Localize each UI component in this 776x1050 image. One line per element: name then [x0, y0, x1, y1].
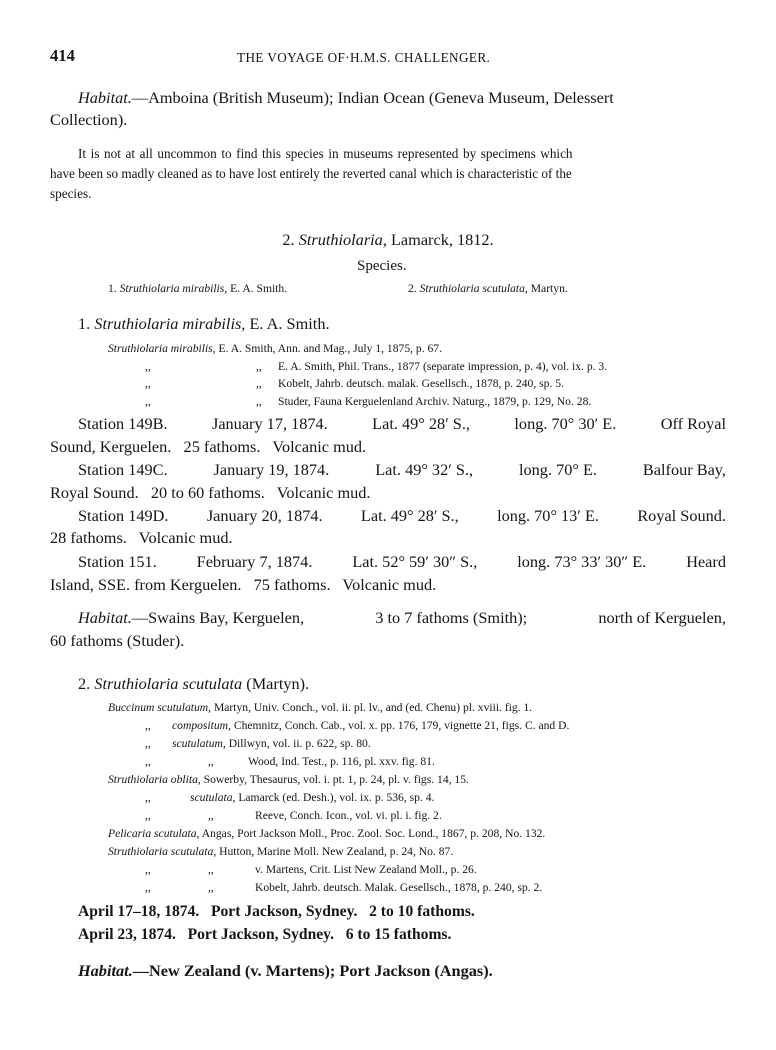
- station-lat: Lat. 49° 28′ S.,: [372, 414, 470, 433]
- station-line-cont: Royal Sound. 20 to 60 fathoms. Volcanic mud.: [50, 483, 371, 502]
- ditto-mark: ,,: [145, 791, 151, 804]
- species-list-author: E. A. Smith.: [230, 282, 288, 295]
- station-date: January 20, 1874.: [206, 506, 323, 525]
- ditto-mark: ,,: [145, 719, 151, 732]
- ditto-mark: ,,: [145, 377, 151, 390]
- station-locality: Heard: [686, 552, 726, 571]
- intro-note-line3: species.: [50, 186, 92, 201]
- synonymy-reference: Chemnitz, Conch. Cab., vol. x. pp. 176, 179, vignette 21, figs. C. and D.: [233, 719, 570, 732]
- species-list-item: [408, 282, 568, 295]
- species1-habitat-line2: 60 fathoms (Studer).: [50, 631, 185, 650]
- ditto-mark: ,,: [256, 395, 262, 408]
- habitat-text: —Amboina (British Museum); Indian Ocean (Geneva Museum, Delessert: [131, 88, 614, 107]
- synonymy-line: [108, 342, 442, 355]
- intro-note-line2: have been so madly cleaned as to have lost entirely the reverted canal which is characteristic of the: [50, 166, 572, 181]
- station-long: long. 73° 33′ 30″ E.: [517, 552, 647, 571]
- synonymy-name: Pelicaria scutulata,: [108, 827, 200, 840]
- species2-author: (Martyn).: [246, 674, 310, 693]
- intro-habitat-line1: [78, 88, 726, 108]
- synonymy-line: [145, 809, 442, 822]
- species-list-number: 1.: [108, 282, 117, 295]
- station-lat: Lat. 49° 28′ S.,: [360, 506, 459, 525]
- station-id: Station 149D.: [78, 506, 169, 525]
- synonymy-line: [145, 377, 564, 390]
- record-line: April 23, 1874. Port Jackson, Sydney. 6 to 15 fathoms.: [78, 926, 452, 943]
- species2-heading: [78, 674, 309, 694]
- synonymy-reference: Lamarck (ed. Desh.), vol. ix. p. 536, sp. 4.: [238, 791, 435, 804]
- synonymy-reference: Studer, Fauna Kerguelenland Archiv. Naturg., 1879, p. 129, No. 28.: [278, 395, 592, 408]
- synonymy-reference: v. Martens, Crit. List New Zealand Moll., p. 26.: [255, 863, 477, 876]
- ditto-mark: ,,: [256, 377, 262, 390]
- synonymy-reference: Wood, Ind. Test., p. 116, pl. xxv. fig. 81.: [248, 755, 435, 768]
- ditto-mark: ,,: [145, 809, 151, 822]
- station-lat: Lat. 49° 32′ S.,: [375, 460, 474, 479]
- station-line: [78, 414, 726, 434]
- synonymy-reference: E. A. Smith, Ann. and Mag., July 1, 1875, p. 67.: [218, 342, 443, 355]
- synonymy-reference: Kobelt, Jahrb. deutsch. Malak. Gesellsch., 1878, p. 240, sp. 2.: [255, 881, 543, 894]
- synonymy-reference: Kobelt, Jahrb. deutsch. malak. Gesellsch., 1878, p. 240, sp. 5.: [278, 377, 564, 390]
- habitat-text: 3 to 7 fathoms (Smith);: [375, 608, 528, 627]
- synonymy-name: Struthiolaria scutulata,: [108, 845, 217, 858]
- genus-heading: [0, 230, 776, 250]
- synonymy-line: [145, 719, 570, 732]
- intro-habitat-line2: Collection).: [50, 110, 128, 129]
- species2-number: 2.: [78, 674, 91, 693]
- synonymy-name: scutulatum,: [172, 737, 226, 750]
- habitat-text: —New Zealand (v. Martens); Port Jackson (Angas).: [132, 961, 493, 980]
- species-list-name: Struthiolaria scutulata,: [419, 282, 528, 295]
- intro-note-line1: It is not at all uncommon to find this species in museums represented by specimens which: [78, 146, 573, 161]
- habitat-label: Habitat.: [78, 608, 132, 627]
- ditto-mark: ,,: [145, 360, 151, 373]
- synonymy-reference: E. A. Smith, Phil. Trans., 1877 (separate impression, p. 4), vol. ix. p. 3.: [278, 360, 608, 373]
- species-list-author: Martyn.: [530, 282, 568, 295]
- station-line: [78, 506, 726, 526]
- synonymy-line: [145, 360, 608, 373]
- habitat-label: Habitat.: [78, 961, 133, 980]
- ditto-mark: ,,: [256, 360, 262, 373]
- genus-name: Struthiolaria,: [298, 230, 387, 249]
- synonymy-line: [108, 773, 469, 786]
- ditto-mark: ,,: [145, 755, 151, 768]
- synonymy-name: Buccinum scutulatum,: [108, 701, 212, 714]
- station-line: [78, 552, 726, 572]
- station-long: long. 70° 30′ E.: [514, 414, 617, 433]
- station-locality: Royal Sound.: [637, 506, 726, 525]
- synonymy-line: [108, 827, 545, 840]
- station-line-cont: Island, SSE. from Kerguelen. 75 fathoms. Volcanic mud.: [50, 575, 437, 594]
- synonymy-line: [145, 395, 592, 408]
- synonymy-line: [108, 845, 453, 858]
- species1-number: 1.: [78, 314, 91, 333]
- habitat-text: —Swains Bay, Kerguelen,: [131, 608, 305, 627]
- ditto-mark: ,,: [208, 809, 214, 822]
- synonymy-reference: Angas, Port Jackson Moll., Proc. Zool. Soc. Lond., 1867, p. 208, No. 132.: [201, 827, 546, 840]
- species2-name: Struthiolaria scutulata: [94, 674, 243, 693]
- station-locality: Balfour Bay,: [642, 460, 726, 479]
- synonymy-line: [145, 863, 477, 876]
- ditto-mark: ,,: [145, 395, 151, 408]
- station-id: Station 149C.: [78, 460, 168, 479]
- running-title: THE VOYAGE OF·H.M.S. CHALLENGER.: [237, 50, 491, 65]
- genus-number: 2.: [282, 230, 295, 249]
- synonymy-reference: Sowerby, Thesaurus, vol. i. pt. 1, p. 24, pl. v. figs. 14, 15.: [203, 773, 469, 786]
- species-heading: Species.: [357, 258, 407, 274]
- station-id: Station 149B.: [78, 414, 168, 433]
- station-long: long. 70° 13′ E.: [497, 506, 599, 525]
- synonymy-reference: Martyn, Univ. Conch., vol. ii. pl. lv., and (ed. Chenu) pl. xviii. fig. 1.: [213, 701, 533, 714]
- synonymy-line: [145, 755, 435, 768]
- synonymy-reference: Hutton, Marine Moll. New Zealand, p. 24, No. 87.: [219, 845, 454, 858]
- synonymy-line: [145, 791, 435, 804]
- synonymy-name: scutulata,: [190, 791, 236, 804]
- synonymy-reference: Dillwyn, vol. ii. p. 622, sp. 80.: [228, 737, 371, 750]
- habitat-label: Habitat.: [78, 88, 132, 107]
- synonymy-name: compositum,: [172, 719, 231, 732]
- species2-habitat: [78, 961, 493, 981]
- ditto-mark: ,,: [145, 737, 151, 750]
- species1-author: E. A. Smith.: [249, 314, 330, 333]
- ditto-mark: ,,: [208, 863, 214, 876]
- species1-habitat-line1: [78, 608, 726, 628]
- species-list-number: 2.: [408, 282, 417, 295]
- ditto-mark: ,,: [145, 881, 151, 894]
- station-long: long. 70° E.: [519, 460, 597, 479]
- station-date: January 19, 1874.: [213, 460, 330, 479]
- ditto-mark: ,,: [208, 881, 214, 894]
- page-number: 414: [50, 46, 75, 65]
- synonymy-reference: Reeve, Conch. Icon., vol. vi. pl. i. fig. 2.: [255, 809, 442, 822]
- ditto-mark: ,,: [208, 755, 214, 768]
- station-lat: Lat. 52° 59′ 30″ S.,: [352, 552, 478, 571]
- species-list-item: [108, 282, 287, 295]
- synonymy-line: [145, 881, 543, 894]
- species1-name: Struthiolaria mirabilis,: [94, 314, 246, 333]
- synonymy-name: Struthiolaria mirabilis,: [108, 342, 216, 355]
- station-id: Station 151.: [78, 552, 157, 571]
- synonymy-line: [108, 701, 532, 714]
- station-locality: Off Royal: [660, 414, 726, 433]
- station-line-cont: 28 fathoms. Volcanic mud.: [50, 528, 233, 547]
- ditto-mark: ,,: [145, 863, 151, 876]
- species-list-name: Struthiolaria mirabilis,: [119, 282, 228, 295]
- station-date: January 17, 1874.: [211, 414, 328, 433]
- genus-authority: Lamarck, 1812.: [390, 230, 494, 249]
- station-line: [78, 460, 726, 480]
- synonymy-name: Struthiolaria oblita,: [108, 773, 201, 786]
- record-line: April 17–18, 1874. Port Jackson, Sydney. 2 to 10 fathoms.: [78, 903, 475, 920]
- species1-heading: [78, 314, 330, 334]
- habitat-text: north of Kerguelen,: [598, 608, 726, 627]
- synonymy-line: [145, 737, 371, 750]
- station-line-cont: Sound, Kerguelen. 25 fathoms. Volcanic mud.: [50, 437, 367, 456]
- station-date: February 7, 1874.: [196, 552, 313, 571]
